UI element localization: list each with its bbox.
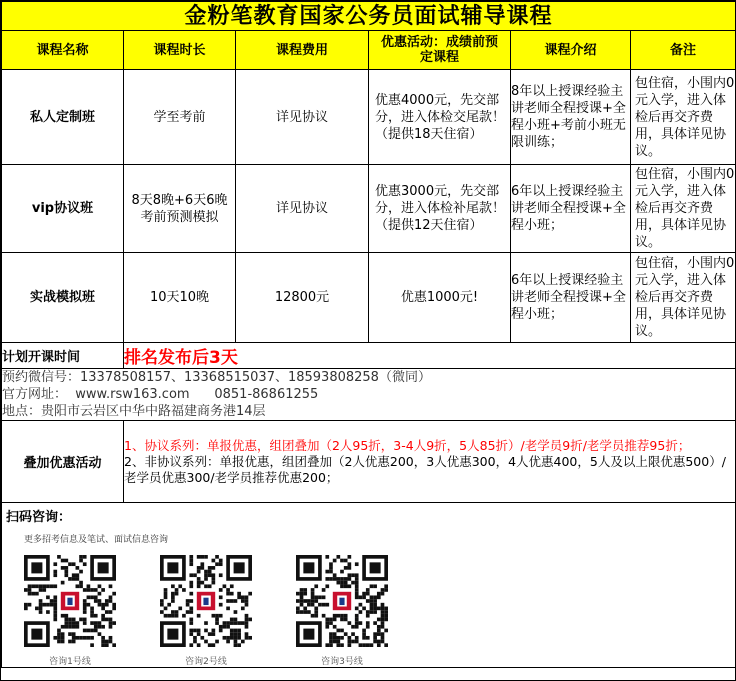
qr-caption: 咨询3号线 [321,657,363,667]
table-row [2,253,736,343]
course-duration: 8天8晚+6天6晚考前预测模拟 [124,165,236,253]
course-note: 包住宿，小围内0元入学，进入体检后再交齐费用，具体详见协议。 [631,253,736,343]
contact-row [2,369,736,421]
course-name: 私人定制班 [2,70,124,165]
schedule-row [2,343,736,369]
course-intro: 6年以上授课经验主讲老师全程授课+全程小班； [511,165,631,253]
discount-label: 叠加优惠活动 [2,421,124,503]
qr-code-2[interactable] [158,555,254,667]
qr-subtitle: 更多招考信息及笔试、面试信息咨询 [24,535,169,545]
table-row [2,165,736,253]
schedule-label: 计划开课时间 [2,343,124,369]
address-contact: 地点：贵阳市云岩区中华中路福建商务港14层 [2,404,266,419]
course-intro: 8年以上授课经验主讲老师全程授课+全程小班+考前小班无限训练； [511,70,631,165]
header-intro: 课程介绍 [511,31,631,70]
course-fee: 12800元 [236,253,369,343]
course-duration: 学至考前 [124,70,236,165]
qr-caption: 咨询2号线 [185,657,227,667]
qr-code-icon [296,555,388,647]
course-intro: 6年以上授课经验主讲老师全程授课+全程小班； [511,253,631,343]
page-title: 金粉笔教育国家公务员面试辅导课程 [2,2,736,31]
course-duration: 10天10晚 [124,253,236,343]
wechat-contact: 预约微信号：13378508157、13368515037、18593808258（微同） [2,370,431,385]
header-fee: 课程费用 [236,31,369,70]
discount-row [2,421,736,503]
qr-code-icon [24,555,116,647]
header-note: 备注 [631,31,736,70]
qr-code-1[interactable] [22,555,118,667]
course-promo: 优惠3000元，先交部分，进入体检补尾款！（提供12天住宿） [369,165,511,253]
course-table [1,1,736,668]
qr-caption: 咨询1号线 [49,657,91,667]
course-fee: 详见协议 [236,70,369,165]
header-duration: 课程时长 [124,31,236,70]
course-name: 实战模拟班 [2,253,124,343]
qr-section [2,503,736,668]
header-promo: 优惠活动：成绩前预定课程 [369,31,511,70]
table-row [2,70,736,165]
schedule-value: 排名发布后3天 [124,343,736,369]
qr-title: 扫码咨询： [6,510,72,525]
discount-line-1: 1、协议系列：单报优惠，组团叠加（2人95折，3-4人9折，5人85折）/老学员9折/老学员推荐95折； [124,437,691,453]
course-note: 包住宿，小围内0元入学，进入体检后再交齐费用，具体详见协议。 [631,70,736,165]
website-contact: 官方网址： www.rsw163.com 0851-86861255 [2,387,319,402]
header-row [2,31,736,70]
course-name: vip协议班 [2,165,124,253]
header-name: 课程名称 [2,31,124,70]
qr-code-icon [160,555,252,647]
course-promo: 优惠4000元，先交部分，进入体检交尾款！（提供18天住宿） [369,70,511,165]
qr-code-3[interactable] [294,555,390,667]
discount-line-2: 2、非协议系列：单报优惠，组团叠加（2人优惠200，3人优惠300，4人优惠400，5人及以上限优惠500）/老学员优惠300/老学员推荐优惠200； [124,453,726,485]
course-promo: 优惠1000元! [369,253,511,343]
course-fee: 详见协议 [236,165,369,253]
course-note: 包住宿，小围内0元入学，进入体检后再交齐费用，具体详见协议。 [631,165,736,253]
